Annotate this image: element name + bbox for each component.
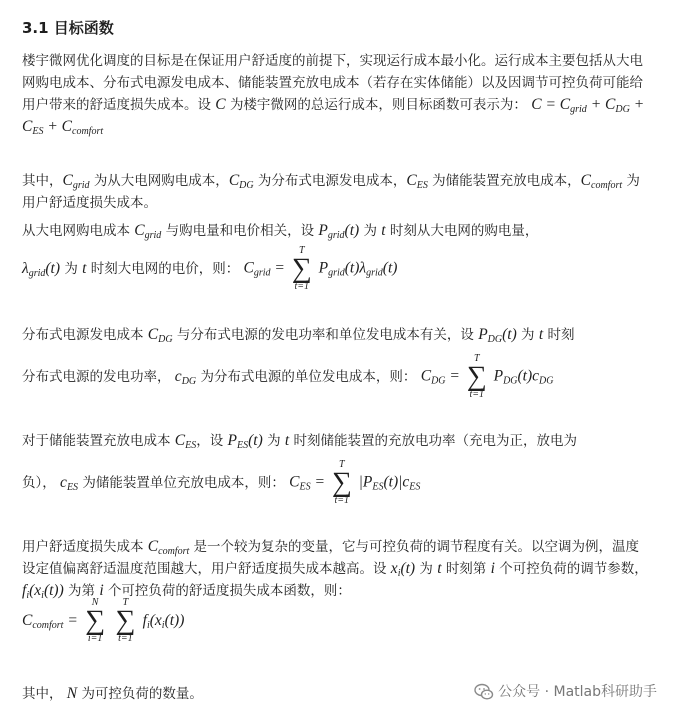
text: 为可控负荷的数量。 [81,686,203,702]
text: 用户舒适度损失成本 [22,539,144,555]
math-symbol: $f_i(x_i(t))$ [22,582,64,601]
text: 其中， [22,173,63,189]
text: 负）， [22,475,56,491]
es-cost-formula: $C_{ES}$ = T ∑ t=1 $|P_{ES}(t)|c_{ES}$ [289,459,421,506]
text: 时刻大电网的电价，则： [90,261,240,277]
math-symbol: $C_{grid}$ [62,172,90,191]
summation: T ∑ t=1 [331,459,352,506]
section-heading: 3.1 目标函数 [22,19,114,37]
math-symbol: $c_{DG}$ [174,368,197,387]
math-symbol: $P_{DG}(t)$ [478,326,517,345]
math-symbol: t [82,260,87,277]
text: ，设 [196,433,224,449]
math-symbol: $C_{DG}$ [147,326,173,345]
math-symbol: N [66,685,78,702]
text: 为 [64,261,78,277]
text: 为 [521,327,535,343]
math-symbol: $x_i(t)$ [390,560,416,579]
text: 与分布式电源的发电功率和单位发电成本有关，设 [176,327,474,343]
text: 为分布式电源的单位发电成本，则： [200,369,417,385]
paragraph-es-cost [22,430,652,506]
text: 对于储能装置充放电成本 [22,433,171,449]
summation: T ∑ t=1 [115,597,136,644]
text: 为第 [68,583,96,599]
watermark-text: 公众号 · Matlab科研助手 [498,684,657,700]
math-symbol: $C_{comfort}$ [147,538,190,557]
paragraph-comfort-cost [22,536,652,602]
math-symbol: $C_{ES}$ [406,172,428,191]
text: 为用户舒适度损失成本。 [22,173,640,211]
summation: T ∑ t=1 [291,245,312,292]
math-symbol: i [490,560,495,577]
text: 楼宇微网优化调度的目标是在保证用户舒适度的前提下，实现运行成本最小化。运行成本主要包括从大电网购电成本、分布式电源发电成本、储能装置充放电成本（若存在实体储能）以及因调节可控负荷可能给用户带来的舒适度损失成本。设 [22,53,643,113]
math-symbol: C [215,96,226,113]
math-symbol: $\lambda_{grid}(t)$ [22,260,61,279]
objective-formula: $C = C_{grid} + C_{DG} + C_{ES} + C_{comfort}$ [22,96,645,137]
text: 时刻第 [445,561,487,577]
text: 为楼宇微网的总运行成本，则目标函数可表示为： [229,97,527,113]
math-symbol: t [284,432,290,449]
text: 为分布式电源发电成本， [257,173,407,189]
math-symbol: $C_{comfort}$ [580,172,623,191]
text: 时刻 [547,327,575,343]
text: 从大电网购电成本 [22,223,130,239]
summation: N ∑ i=1 [85,597,106,644]
paragraph-objective [22,50,652,138]
dg-cost-formula: $C_{DG}$ = T ∑ t=1 $P_{DG}(t)c_{DG}$ [420,353,554,400]
math-symbol: i [99,582,104,599]
paragraph-grid-cost [22,220,652,292]
math-symbol: $P_{ES}(t)$ [227,432,263,451]
watermark [474,682,657,702]
text: 为 [419,561,433,577]
text: 个可控负荷的舒适度损失成本函数，则： [107,583,351,599]
text: 为 [363,223,377,239]
wechat-icon [474,682,494,702]
text: 分布式电源发电成本 [22,327,144,343]
math-symbol: $c_{ES}$ [60,474,79,493]
text: 为储能装置单位充放电成本，则： [82,475,285,491]
paragraph-definitions [22,170,652,214]
math-symbol: $C_{DG}$ [228,172,254,191]
math-symbol: t [538,326,544,343]
text: 时刻从大电网的购电量， [389,223,539,239]
math-symbol: $C_{ES}$ [174,432,197,451]
text: 为从大电网购电成本， [93,173,229,189]
text: 为 [267,433,281,449]
text: 其中， [22,686,63,702]
summation: T ∑ t=1 [466,353,487,400]
math-symbol: t [437,560,442,577]
text: 时刻储能装置的充放电功率（充电为正，放电为 [293,433,577,449]
comfort-cost-formula: $C_{comfort}$ = N ∑ i=1 T ∑ t=1 $f_i(x_i(t))$ [22,597,185,644]
math-symbol: t [381,222,386,239]
text: 为储能装置充放电成本， [432,173,581,189]
paragraph-dg-cost [22,324,652,400]
math-symbol: $P_{grid}(t)$ [318,222,360,241]
grid-cost-formula: $C_{grid}$ = T ∑ t=1 $P_{grid}(t)\lambda_{grid}(t)$ [243,245,398,292]
text: 与购电量和电价相关，设 [165,223,315,239]
text: 是一个较为复杂的变量，它与可控负荷的调节程度有关。以空调为例，温度设定值偏离舒适温度范围越大，用户舒适度损失成本越高。设 [22,539,640,577]
text: 分布式电源的发电功率， [22,369,171,385]
text: 个可控负荷的调节参数， [499,561,648,577]
math-symbol: $C_{grid}$ [134,222,162,241]
